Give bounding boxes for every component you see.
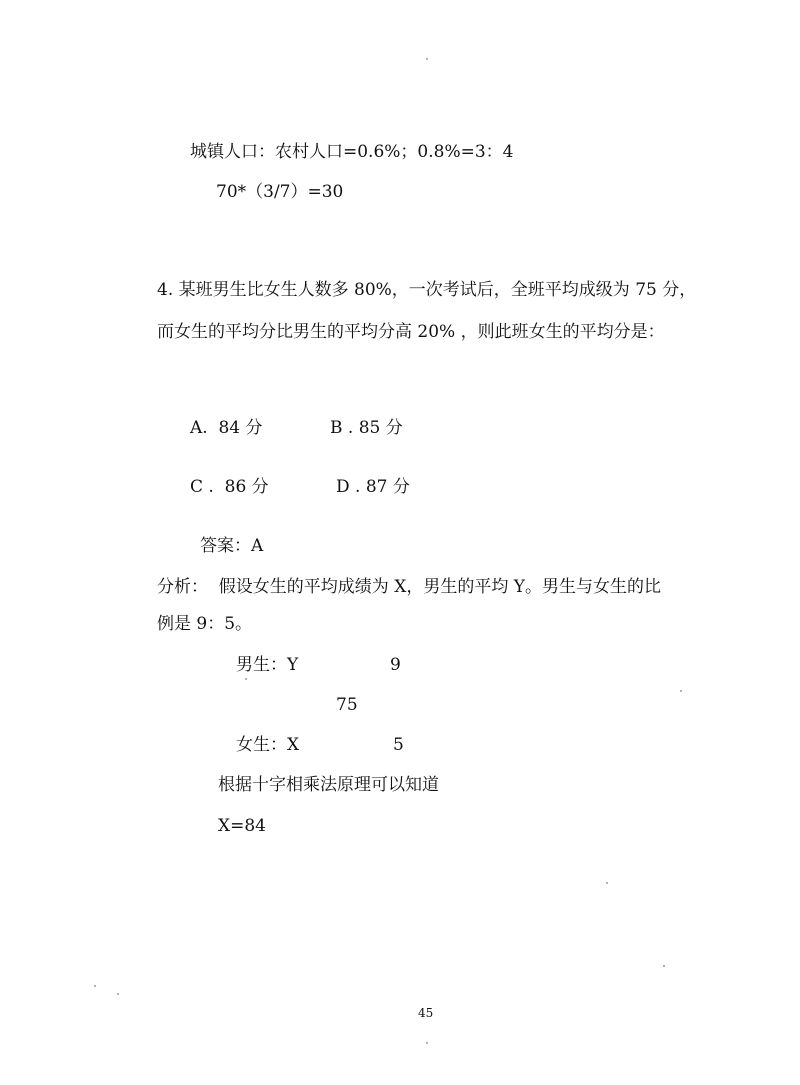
ratio-line: 城镇人口：农村人口=0.6%；0.8%=3：4 [190,142,514,162]
result-line: X=84 [218,816,266,836]
question-text-line-2: 而女生的平均分比男生的平均分高 20% ，则此班女生的平均分是： [157,322,665,342]
answer-line: 答案：A [200,536,264,556]
overall-average: 75 [336,695,358,715]
boys-ratio: 9 [390,655,401,675]
scan-speck [94,985,96,987]
calculation-line: 70*（3/7）=30 [216,182,344,202]
principle-line: 根据十字相乘法原理可以知道 [218,775,439,795]
option-c: C . 86 分 [190,477,269,497]
analysis-line-2: 例是 9：5。 [157,614,253,634]
scan-speck [663,965,665,967]
analysis-line-1: 分析： 假设女生的平均成绩为 X，男生的平均 Y。男生与女生的比 [157,577,661,597]
boys-label: 男生：Y [236,655,299,675]
scan-speck [117,993,119,995]
option-d: D . 87 分 [336,477,410,497]
scan-speck [245,678,247,680]
scan-speck [606,882,608,884]
question-text-line-1: 4. 某班男生比女生人数多 80%，一次考试后，全班平均成级为 75 分， [157,280,697,300]
option-a: A. 84 分 [190,418,263,438]
scan-speck [680,690,682,692]
scan-speck [426,58,428,60]
option-b: B . 85 分 [330,418,403,438]
girls-label: 女生：X [236,735,300,755]
girls-ratio: 5 [393,735,404,755]
scan-speck [426,1042,428,1044]
page-number: 45 [418,1006,434,1020]
